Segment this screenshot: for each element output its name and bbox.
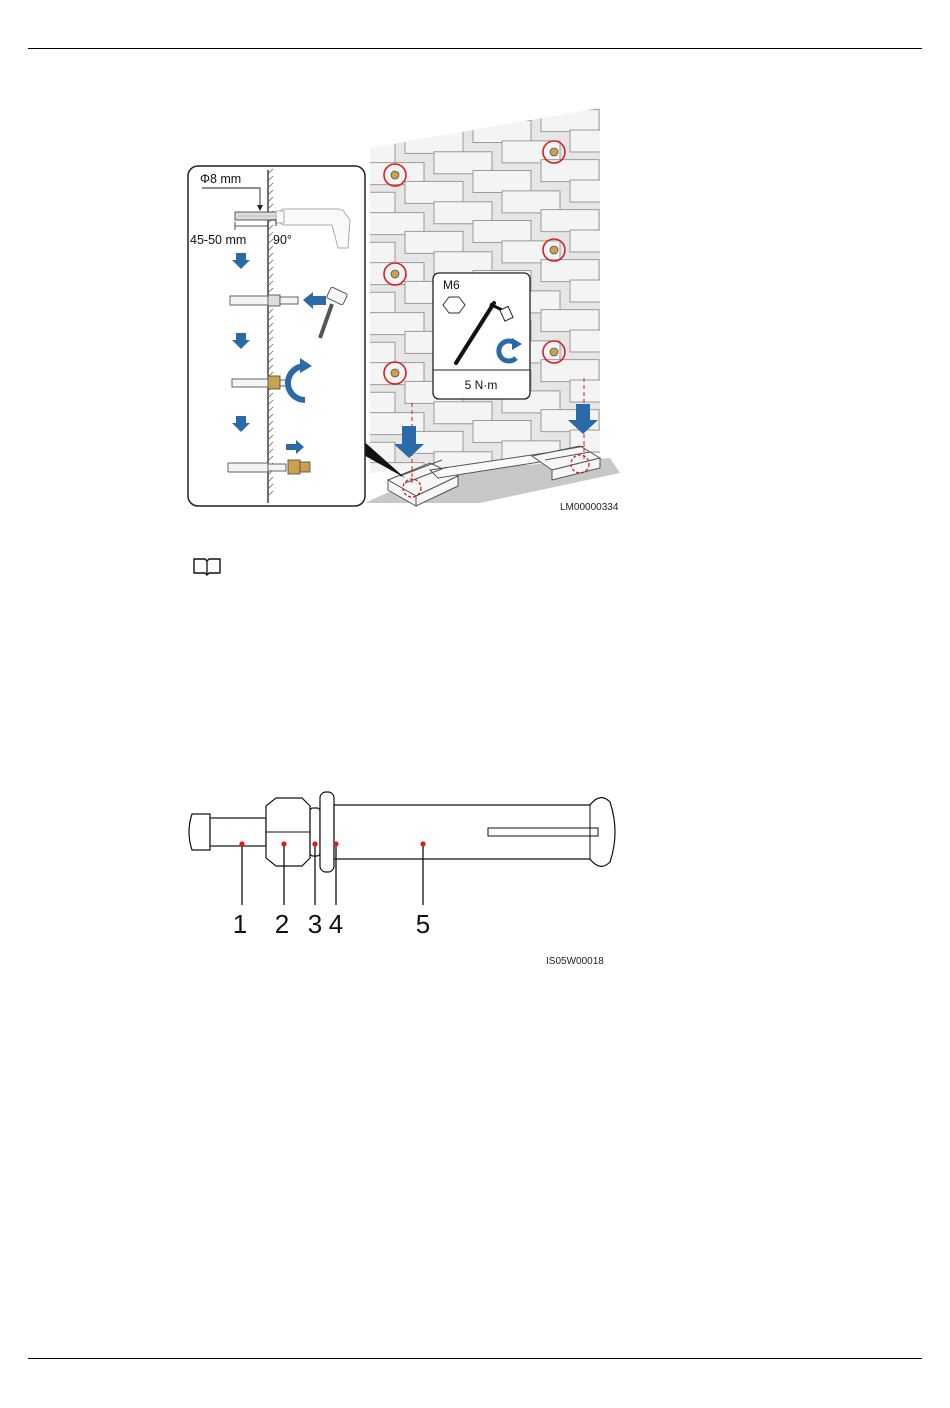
brick xyxy=(570,230,628,252)
brick xyxy=(541,260,599,282)
brick xyxy=(337,142,395,164)
brick xyxy=(609,349,640,371)
figure-code: LM00000334 xyxy=(560,502,619,513)
bolt-size-label: M6 xyxy=(443,278,460,292)
brick xyxy=(570,130,628,152)
brick xyxy=(541,110,599,132)
brick xyxy=(609,149,640,171)
torque-label: 5 N·m xyxy=(464,378,498,392)
brick xyxy=(570,380,628,402)
brick xyxy=(473,221,531,243)
brick xyxy=(570,280,628,302)
expansion-bolt-figure xyxy=(180,770,640,970)
torque-callout xyxy=(433,273,530,399)
brick xyxy=(638,369,640,391)
brick xyxy=(570,330,628,352)
footer-rule xyxy=(28,1358,922,1359)
brick xyxy=(638,319,640,341)
hole-depth-label: 45-50 mm xyxy=(190,233,247,247)
header-rule xyxy=(28,48,922,49)
brick xyxy=(473,421,531,443)
brick xyxy=(638,419,640,441)
callout-number: 4 xyxy=(328,909,344,939)
brick xyxy=(541,310,599,332)
drill-diameter-label: Φ8 mm xyxy=(200,172,242,186)
brick xyxy=(502,108,560,113)
callout-dot xyxy=(420,841,425,846)
brick xyxy=(541,210,599,232)
brick xyxy=(609,299,640,321)
brick xyxy=(609,199,640,221)
callout-dot xyxy=(333,841,338,846)
drilling-steps-inset xyxy=(188,166,365,506)
angle-label: 90° xyxy=(273,233,292,247)
brick xyxy=(298,124,356,146)
callout-dot xyxy=(281,841,286,846)
flat-washer xyxy=(320,792,334,872)
expansion-bolt xyxy=(189,792,615,872)
figure-code: IS05W00018 xyxy=(546,956,604,967)
installation-figure xyxy=(180,108,640,518)
brick xyxy=(473,171,531,193)
callout-dot xyxy=(312,841,317,846)
anchor-bolt-icon xyxy=(230,295,298,306)
brick xyxy=(638,219,640,241)
brick xyxy=(405,231,463,253)
callout-number: 2 xyxy=(274,909,290,939)
brick xyxy=(473,121,531,143)
brick xyxy=(638,269,640,291)
brick xyxy=(570,180,628,202)
brick xyxy=(405,131,463,153)
brick xyxy=(609,249,640,271)
brick xyxy=(638,169,640,191)
brick xyxy=(638,119,640,141)
brick xyxy=(609,108,640,121)
book-icon xyxy=(192,556,222,576)
callout-number: 3 xyxy=(307,909,323,939)
bolt xyxy=(189,814,210,850)
callout-number: 1 xyxy=(232,909,248,939)
brick xyxy=(366,113,424,135)
bolt-shank xyxy=(210,818,266,846)
brick xyxy=(609,399,640,421)
brick xyxy=(405,181,463,203)
brick xyxy=(434,108,492,124)
callout-number: 5 xyxy=(415,909,431,939)
callout-dot xyxy=(239,841,244,846)
